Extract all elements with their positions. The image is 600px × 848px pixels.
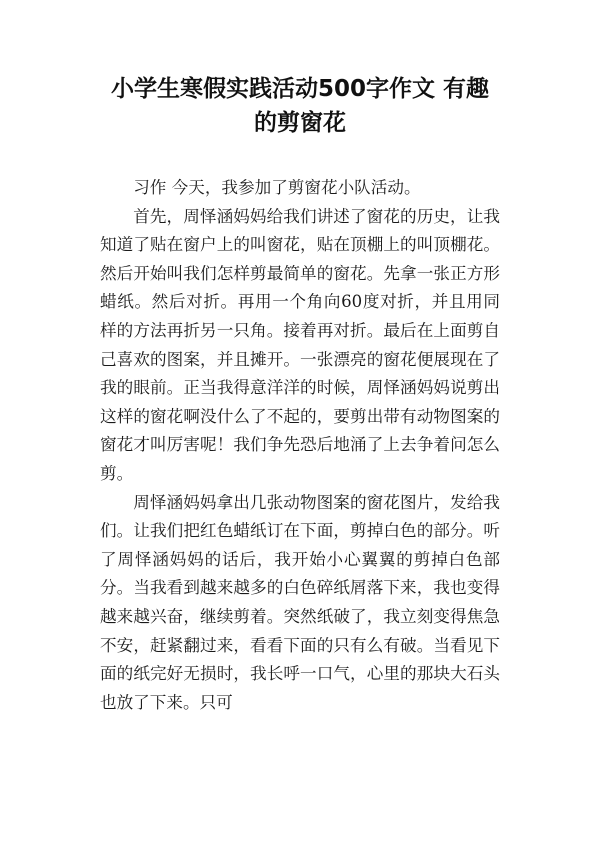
title-line-1: 小学生寒假实践活动500字作文 有趣 xyxy=(110,76,490,102)
paragraph: 习作 今天，我参加了剪窗花小队活动。 xyxy=(133,178,421,197)
paragraph: 周怿涵妈妈拿出几张动物图案的窗花图片，发给我们。让我们把红色蜡纸订在下面，剪掉白色的部分。听了周怿涵妈妈的话后，我开始小心翼翼的剪掉白色部分。当我看到越来越多的白色碎纸屑落下来，我也变得越来越兴奋，继续剪着。突然纸破了，我立刻变得焦急不安，赶紧翻过来，看看下面的只有么有破。当看见下面的纸完好无损时，我长呼一口气，心里的那块大石头也放了下来。只可 xyxy=(100,492,500,712)
document-title xyxy=(90,72,510,140)
document-body xyxy=(100,174,500,717)
title-line-2: 的剪窗花 xyxy=(254,110,346,136)
paragraph: 首先，周怿涵妈妈给我们讲述了窗花的历史，让我知道了贴在窗户上的叫窗花，贴在顶棚上的叫顶棚花。然后开始叫我们怎样剪最简单的窗花。先拿一张正方形蜡纸。然后对折。再用一个角向60度对折，并且用同样的方法再折另一只角。接着再对折。最后在上面剪自己喜欢的图案，并且摊开。一张漂亮的窗花便展现在了我的眼前。正当我得意洋洋的时候，周怿涵妈妈说剪出这样的窗花啊没什么了不起的，要剪出带有动物图案的窗花才叫厉害呢！我们争先恐后地涌了上去争着问怎么剪。 xyxy=(100,206,500,483)
